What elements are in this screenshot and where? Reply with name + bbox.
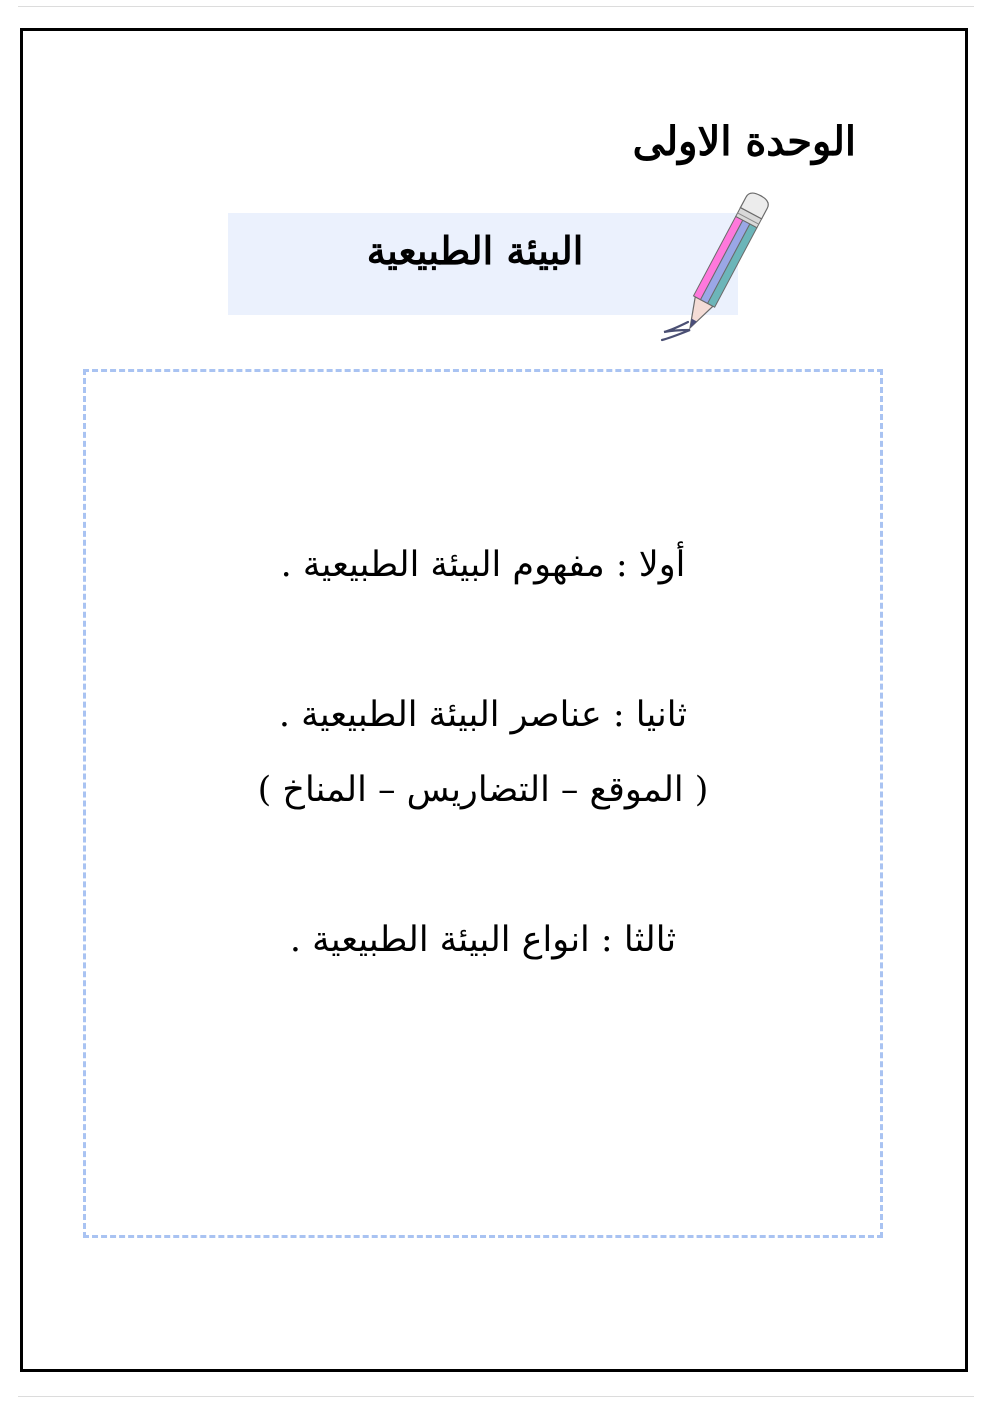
- unit-title: الوحدة الاولى: [632, 118, 856, 165]
- top-divider: [18, 6, 974, 7]
- subtitle: البيئة الطبيعية: [366, 228, 584, 273]
- point-first: أولا : مفهوم البيئة الطبيعية .: [280, 545, 686, 585]
- point-third: ثالثا : انواع البيئة الطبيعية .: [289, 920, 677, 960]
- pencil-icon: [650, 180, 800, 350]
- point-second-details: ( الموقع – التضاريس – المناخ ): [257, 770, 709, 810]
- bottom-divider: [18, 1396, 974, 1397]
- point-second: ثانيا : عناصر البيئة الطبيعية .: [278, 695, 688, 735]
